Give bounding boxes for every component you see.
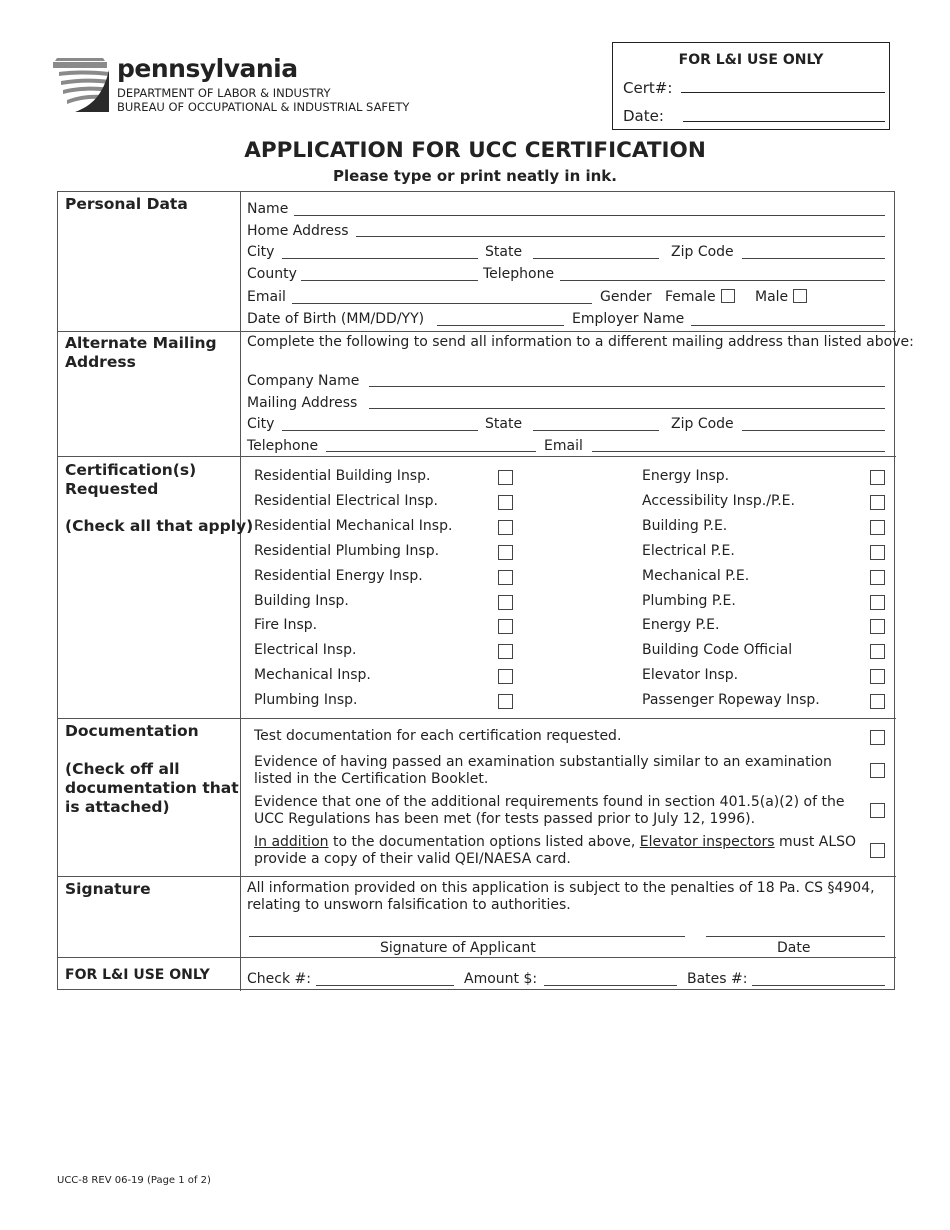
check-number-label: Check #:: [247, 971, 311, 987]
alternate-address-heading: Alternate Mailing Address: [65, 334, 217, 371]
cert-plumbing-label: Plumbing Insp.: [254, 692, 358, 708]
home-address-field[interactable]: [356, 236, 885, 237]
cert-building-label: Building Insp.: [254, 593, 349, 609]
column-divider: [240, 192, 241, 991]
cert-ropeway-label: Passenger Ropeway Insp.: [642, 692, 820, 708]
cert-electrical-pe-checkbox[interactable]: [870, 545, 885, 560]
alt-telephone-label: Telephone: [247, 438, 319, 454]
male-label: Male: [755, 289, 789, 305]
office-use-heading: FOR L&I USE ONLY: [65, 967, 210, 983]
cert-accessibility-label: Accessibility Insp./P.E.: [642, 493, 795, 509]
doc-item-elevator: In addition to the documentation options listed above, Elevator inspectors must ALSO provide a copy of their valid QEI/NAESA card.: [254, 834, 857, 867]
doc-exam-checkbox[interactable]: [870, 763, 885, 778]
office-date-label: Date:: [623, 107, 664, 125]
telephone-field[interactable]: [560, 280, 885, 281]
cert-plumbing-pe-label: Plumbing P.E.: [642, 593, 736, 609]
applicant-signature-field[interactable]: [249, 936, 685, 937]
cert-elevator-label: Elevator Insp.: [642, 667, 739, 683]
gender-label: Gender: [600, 289, 652, 305]
zip-field[interactable]: [742, 258, 885, 259]
email-field[interactable]: [292, 303, 592, 304]
cert-plumbing-checkbox[interactable]: [498, 694, 513, 709]
cert-residential-electrical-checkbox[interactable]: [498, 495, 513, 510]
alt-state-label: State: [485, 416, 523, 432]
employer-field[interactable]: [691, 325, 885, 326]
cert-electrical-label: Electrical Insp.: [254, 642, 357, 658]
check-number-field[interactable]: [316, 985, 454, 986]
cert-residential-energy-checkbox[interactable]: [498, 570, 513, 585]
certifications-note: (Check all that apply): [65, 517, 254, 535]
application-form: [57, 191, 914, 990]
certifications-heading: Certification(s) Requested: [65, 461, 197, 498]
page-title: APPLICATION FOR UCC CERTIFICATION: [244, 138, 706, 163]
documentation-note: (Check off all documentation that is attached): [65, 760, 239, 816]
keystone-logo-icon: [53, 56, 113, 114]
cert-fire-label: Fire Insp.: [254, 617, 318, 633]
alt-telephone-field[interactable]: [326, 451, 536, 452]
email-label: Email: [247, 289, 286, 305]
amount-label: Amount $:: [464, 971, 538, 987]
cert-residential-plumbing-label: Residential Plumbing Insp.: [254, 543, 440, 559]
cert-residential-electrical-label: Residential Electrical Insp.: [254, 493, 438, 509]
doc-item-test: Test documentation for each certification requested.: [254, 728, 622, 744]
cert-residential-mechanical-checkbox[interactable]: [498, 520, 513, 535]
cert-electrical-checkbox[interactable]: [498, 644, 513, 659]
mailing-address-label: Mailing Address: [247, 395, 358, 411]
cert-electrical-pe-label: Electrical P.E.: [642, 543, 735, 559]
signature-statement: All information provided on this application is subject to the penalties of 18 Pa. CS §4904, relating to unsworn falsification to authorities.: [247, 880, 875, 913]
bates-number-field[interactable]: [752, 985, 885, 986]
section-divider: [58, 876, 896, 877]
form-revision-footer: UCC-8 REV 06-19 (Page 1 of 2): [57, 1175, 211, 1186]
office-use-box: [612, 42, 890, 130]
female-label: Female: [665, 289, 716, 305]
alt-state-field[interactable]: [533, 430, 659, 431]
signature-heading: Signature: [65, 880, 151, 898]
amount-field[interactable]: [544, 985, 677, 986]
name-field[interactable]: [294, 215, 885, 216]
cert-mechanical-label: Mechanical Insp.: [254, 667, 371, 683]
state-label: State: [485, 244, 523, 260]
cert-building-code-official-checkbox[interactable]: [870, 644, 885, 659]
cert-accessibility-checkbox[interactable]: [870, 495, 885, 510]
cert-energy-pe-checkbox[interactable]: [870, 619, 885, 634]
dob-label: Date of Birth (MM/DD/YY): [247, 311, 425, 327]
cert-number-label: Cert#:: [623, 79, 673, 97]
county-field[interactable]: [301, 280, 478, 281]
signature-date-field[interactable]: [706, 936, 885, 937]
company-name-field[interactable]: [369, 386, 885, 387]
cert-energy-pe-label: Energy P.E.: [642, 617, 720, 633]
name-label: Name: [247, 201, 289, 217]
section-divider: [58, 957, 896, 958]
employer-label: Employer Name: [572, 311, 685, 327]
cert-plumbing-pe-checkbox[interactable]: [870, 595, 885, 610]
alt-city-label: City: [247, 416, 275, 432]
alt-city-field[interactable]: [282, 430, 478, 431]
cert-building-pe-checkbox[interactable]: [870, 520, 885, 535]
applicant-signature-label: Signature of Applicant: [380, 940, 536, 956]
company-name-label: Company Name: [247, 373, 360, 389]
cert-mechanical-pe-checkbox[interactable]: [870, 570, 885, 585]
personal-data-heading: Personal Data: [65, 195, 188, 213]
cert-energy-checkbox[interactable]: [870, 470, 885, 485]
section-divider: [58, 456, 896, 457]
home-address-label: Home Address: [247, 223, 349, 239]
cert-residential-building-label: Residential Building Insp.: [254, 468, 431, 484]
cert-building-code-official-label: Building Code Official: [642, 642, 793, 658]
page-subtitle: Please type or print neatly in ink.: [333, 167, 617, 185]
city-field[interactable]: [282, 258, 478, 259]
city-label: City: [247, 244, 275, 260]
section-divider: [58, 331, 896, 332]
brand-name: pennsylvania: [117, 54, 298, 83]
alt-email-label: Email: [544, 438, 583, 454]
alt-email-field[interactable]: [592, 451, 885, 452]
cert-fire-checkbox[interactable]: [498, 619, 513, 634]
county-label: County: [247, 266, 297, 282]
bates-number-label: Bates #:: [687, 971, 748, 987]
doc-item-requirements: Evidence that one of the additional requirements found in section 401.5(a)(2) of the UCC Regulations has been met (for tests passed prior to July 12, 1996).: [254, 794, 845, 827]
cert-residential-energy-label: Residential Energy Insp.: [254, 568, 423, 584]
cert-energy-label: Energy Insp.: [642, 468, 730, 484]
section-divider: [58, 718, 896, 719]
cert-building-pe-label: Building P.E.: [642, 518, 728, 534]
pa-logo: [53, 56, 433, 118]
doc-test-checkbox[interactable]: [870, 730, 885, 745]
office-date-field[interactable]: [683, 121, 885, 122]
documentation-heading: Documentation: [65, 722, 199, 740]
cert-mechanical-checkbox[interactable]: [498, 669, 513, 684]
mailing-address-field[interactable]: [369, 408, 885, 409]
cert-residential-mechanical-label: Residential Mechanical Insp.: [254, 518, 453, 534]
signature-date-label: Date: [777, 940, 811, 956]
doc-requirements-checkbox[interactable]: [870, 803, 885, 818]
cert-residential-plumbing-checkbox[interactable]: [498, 545, 513, 560]
cert-ropeway-checkbox[interactable]: [870, 694, 885, 709]
office-use-title: FOR L&I USE ONLY: [678, 52, 824, 68]
cert-number-field[interactable]: [681, 92, 885, 93]
alt-zip-label: Zip Code: [671, 416, 734, 432]
zip-label: Zip Code: [671, 244, 734, 260]
female-checkbox[interactable]: [721, 289, 735, 303]
department-name: DEPARTMENT OF LABOR & INDUSTRY BUREAU OF OCCUPATIONAL & INDUSTRIAL SAFETY: [117, 86, 410, 114]
state-field[interactable]: [533, 258, 659, 259]
cert-elevator-checkbox[interactable]: [870, 669, 885, 684]
male-checkbox[interactable]: [793, 289, 807, 303]
cert-building-checkbox[interactable]: [498, 595, 513, 610]
alt-zip-field[interactable]: [742, 430, 885, 431]
cert-mechanical-pe-label: Mechanical P.E.: [642, 568, 750, 584]
telephone-label: Telephone: [483, 266, 555, 282]
doc-elevator-checkbox[interactable]: [870, 843, 885, 858]
alternate-instruction: Complete the following to send all information to a different mailing address than listed above:: [247, 334, 914, 350]
dob-field[interactable]: [437, 325, 564, 326]
doc-item-exam: Evidence of having passed an examination substantially similar to an examination listed in the Certification Booklet.: [254, 754, 832, 787]
cert-residential-building-checkbox[interactable]: [498, 470, 513, 485]
